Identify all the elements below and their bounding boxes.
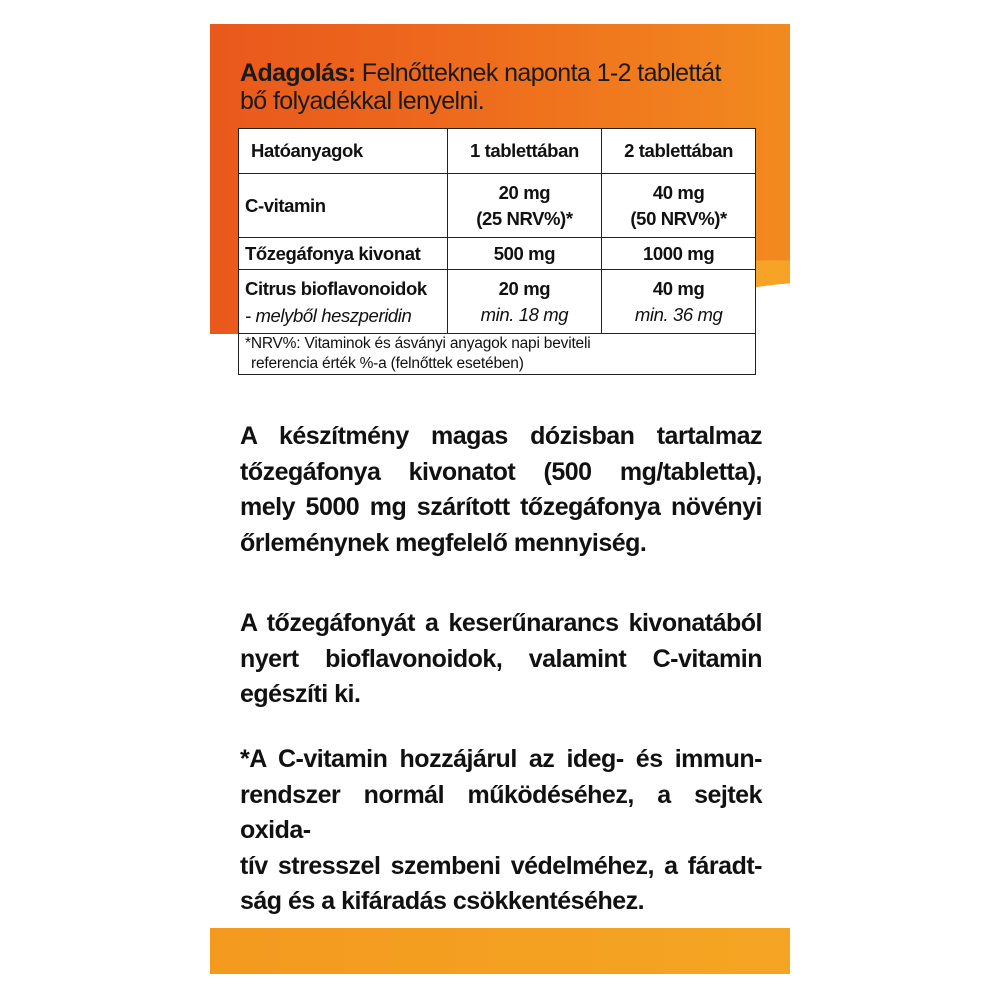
table-header-row xyxy=(239,129,756,174)
paragraph-line: egészíti ki. xyxy=(240,680,361,708)
ingredient-value-2 xyxy=(602,174,756,238)
ingredient-value-1 xyxy=(447,174,602,238)
paragraph-line: nyert bioflavonoidok, valamint C-vitamin xyxy=(240,644,762,673)
dosage-instructions xyxy=(240,59,780,115)
ingredient-name: Citrus bioflavonoidok xyxy=(245,277,427,299)
nrv-footnote-line1: *NRV%: Vitaminok és ásványi anyagok napi beviteli xyxy=(245,335,591,352)
orange-footer-band xyxy=(210,928,790,974)
paragraph-vitamin-c-claim xyxy=(240,742,762,920)
ingredient-subname: - melyből heszperidin xyxy=(245,304,412,326)
dosage-text-line2: bő folyadékkal lenyelni. xyxy=(240,87,485,115)
header-per-1-tablet: 1 tablettában xyxy=(447,129,602,174)
paragraph-line: ság és a kifáradás csökkentéséhez. xyxy=(240,887,645,915)
nrv-footnote-line2: referencia érték %-a (felnőttek esetében) xyxy=(251,355,524,372)
ingredient-value-2 xyxy=(602,270,756,334)
paragraph-line: *A C-vitamin hozzájárul az ideg- és immun- xyxy=(240,745,762,773)
paragraph-line: tív stresszel szembeni védelméhez, a fáradt- xyxy=(240,851,762,880)
header-active-ingredients: Hatóanyagok xyxy=(239,129,448,174)
ingredient-value-1 xyxy=(447,270,602,334)
table-row xyxy=(239,270,756,334)
paragraph-line: tőzegáfonya kivonatot (500 mg/tabletta), xyxy=(240,457,762,486)
value-nrv: (25 NRV%)* xyxy=(476,207,573,229)
product-label-panel xyxy=(210,24,790,974)
ingredient-name: Tőzegáfonya kivonat xyxy=(239,238,448,270)
paragraph-line: A készítmény magas dózisban tartalmaz xyxy=(240,422,762,450)
table-row xyxy=(239,174,756,238)
value-sub: min. 18 mg xyxy=(480,303,569,325)
table-row xyxy=(239,238,756,270)
paragraph-line: rendszer normál működéséhez, a sejtek oxida- xyxy=(240,780,762,844)
value-amount: 40 mg xyxy=(652,181,705,203)
value-amount: 20 mg xyxy=(498,277,551,299)
ingredient-value-2: 1000 mg xyxy=(602,238,756,270)
ingredient-value-1: 500 mg xyxy=(447,238,602,270)
paragraph-line: mely 5000 mg szárított tőzegáfonya növényi xyxy=(240,493,762,521)
value-nrv: (50 NRV%)* xyxy=(630,207,727,229)
value-amount: 20 mg xyxy=(498,181,551,203)
nrv-footnote xyxy=(239,334,756,375)
nutrition-table xyxy=(238,128,756,375)
table-note-row xyxy=(239,334,756,375)
dosage-text-line1: Felnőtteknek naponta 1-2 tablettát xyxy=(355,59,721,87)
dosage-label: Adagolás: xyxy=(240,59,356,87)
ingredient-name: C-vitamin xyxy=(239,174,448,238)
paragraph-description xyxy=(240,419,762,561)
paragraph-ingredients xyxy=(240,606,762,713)
value-sub: min. 36 mg xyxy=(634,303,723,325)
value-amount: 40 mg xyxy=(652,277,705,299)
paragraph-line: őrleménynek megfelelő mennyiség. xyxy=(240,528,647,557)
ingredient-name-cell xyxy=(239,270,448,334)
paragraph-line: A tőzegáfonyát a keserűnarancs kivonatából xyxy=(240,609,762,637)
header-per-2-tablets: 2 tablettában xyxy=(602,129,756,174)
